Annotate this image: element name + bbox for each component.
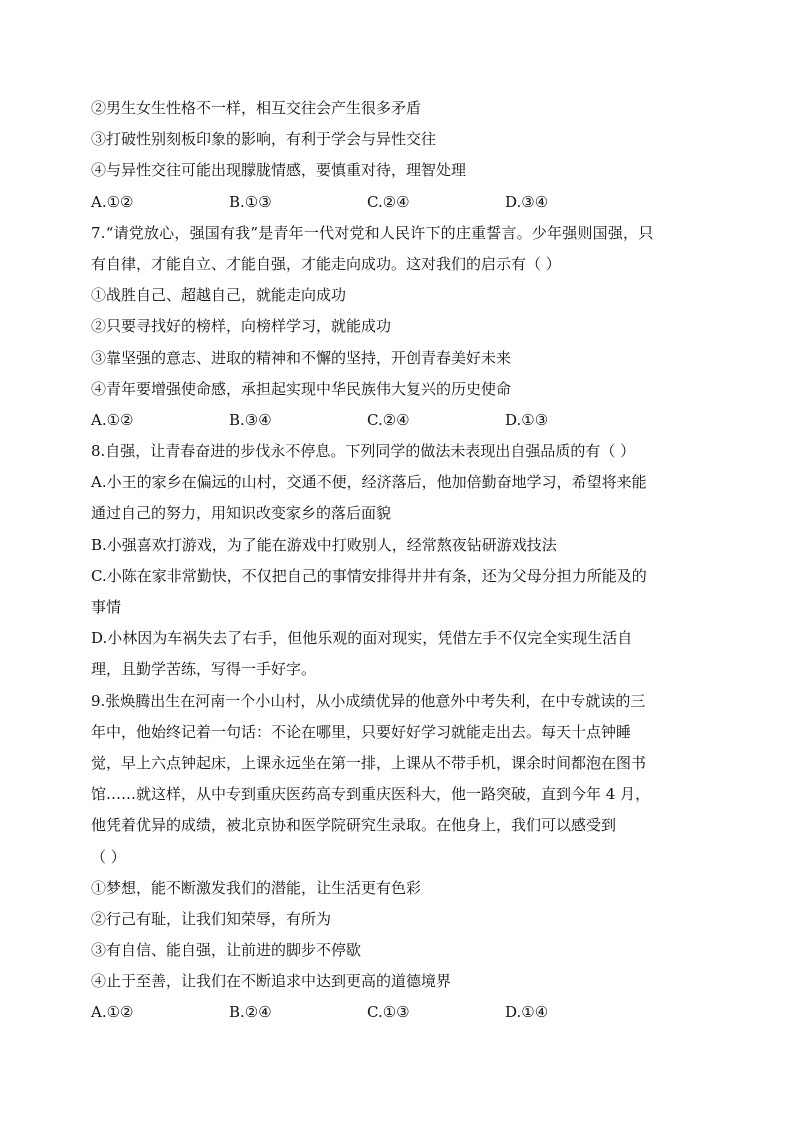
q8-option-b: B.小强喜欢打游戏，为了能在游戏中打败别人，经常熬夜钻研游戏技法 <box>91 535 557 554</box>
q6-statement-2: ②男生女生性格不一样，相互交往会产生很多矛盾 <box>91 99 422 117</box>
q9-options <box>91 997 703 1028</box>
q7-option-b: B.③④ <box>229 410 272 429</box>
q9-statement-4: ④止于至善，让我们在不断追求中达到更高的道德境界 <box>91 972 452 991</box>
q6-option-d: D.③④ <box>505 192 549 211</box>
q7-option-d: D.①③ <box>505 410 549 429</box>
q9-stem-line-4: 馆……就这样，从中专到重庆医药高专到重庆医科大，他一路突破，直到今年 4 月， <box>91 785 651 804</box>
q9-option-a: A.①② <box>91 1003 134 1022</box>
q7-stem-line-2: 有自律，才能自立、才能自强，才能走向成功。这对我们的启示有（ ） <box>91 254 561 273</box>
q9-statement-2: ②行己有耻，让我们知荣辱，有所为 <box>91 909 332 928</box>
q9-option-b: B.②④ <box>229 1003 272 1022</box>
q9-statement-1: ①梦想，能不断激发我们的潜能，让生活更有色彩 <box>91 878 422 897</box>
q7-statement-1: ①战胜自己、超越自己，就能走向成功 <box>91 286 347 305</box>
q9-option-d: D.①④ <box>505 1003 549 1022</box>
q8-option-d-line-1: D.小林因为车祸失去了右手，但他乐观的面对现实，凭借左手不仅完全实现生活自 <box>91 629 633 648</box>
q9-stem-line-6: （ ） <box>91 847 126 866</box>
q6-option-b: B.①③ <box>229 192 272 211</box>
q7-stem-line-1: 7.“请党放心，强国有我”是青年一代对党和人民许下的庄重誓言。少年强则国强，只 <box>91 223 654 242</box>
q7-statement-4: ④青年要增强使命感，承担起实现中华民族伟大复兴的历史使命 <box>91 379 512 398</box>
q8-option-d-line-2: 理，且勤学苦练，写得一手好字。 <box>91 660 317 679</box>
q7-statement-2: ②只要寻找好的榜样，向榜样学习，就能成功 <box>91 317 392 336</box>
q9-stem-line-2: 年中，他始终记着一句话：不论在哪里，只要好好学习就能走出去。每天十点钟睡 <box>91 722 632 741</box>
q9-stem-line-3: 觉，早上六点钟起床，上课永远坐在第一排，上课从不带手机，课余时间都泡在图书 <box>91 753 647 772</box>
q7-option-a: A.①② <box>91 410 134 429</box>
q9-statement-3: ③有自信、能自强，让前进的脚步不停歇 <box>91 941 362 960</box>
q7-statement-3: ③靠坚强的意志、进取的精神和不懈的坚持，开创青春美好未来 <box>91 348 512 367</box>
q6-statement-3: ③打破性别刻板印象的影响，有利于学会与异性交往 <box>91 130 437 149</box>
q6-options <box>91 187 703 218</box>
q9-stem-line-5: 他凭着优异的成绩，被北京协和医学院研究生录取。在他身上，我们可以感受到 <box>91 816 617 835</box>
q7-options <box>91 405 703 436</box>
document-body <box>91 93 703 1029</box>
q7-option-c: C.②④ <box>367 410 410 429</box>
q8-option-c-line-1: C.小陈在家非常勤快，不仅把自己的事情安排得井井有条，还为父母分担力所能及的 <box>91 566 647 585</box>
q6-statement-4: ④与异性交往可能出现朦胧情感，要慎重对待，理智处理 <box>91 161 467 180</box>
q8-option-a-line-2: 通过自己的努力，用知识改变家乡的落后面貌 <box>91 504 392 523</box>
q9-stem-line-1: 9.张焕腾出生在河南一个小山村，从小成绩优异的他意外中考失利，在中专就读的三 <box>91 691 646 710</box>
q6-option-c: C.②④ <box>367 192 410 211</box>
q8-stem: 8.自强，让青春奋进的步伐永不停息。下列同学的做法未表现出自强品质的有（ ） <box>91 442 636 461</box>
q9-option-c: C.①③ <box>367 1003 410 1022</box>
q8-option-a-line-1: A.小王的家乡在偏远的山村，交通不便，经济落后，他加倍勤奋地学习，希望将来能 <box>91 473 647 492</box>
q6-option-a: A.①② <box>91 192 134 211</box>
q8-option-c-line-2: 事情 <box>91 598 122 616</box>
